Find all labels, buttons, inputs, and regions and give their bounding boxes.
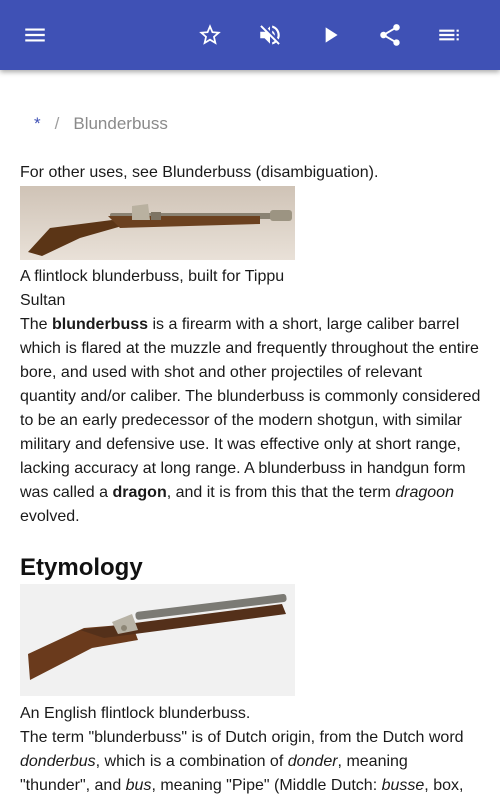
volume-off-icon <box>257 22 283 48</box>
play-button[interactable] <box>308 13 352 57</box>
hatnote[interactable]: For other uses, see Blunderbuss (disambiguation). <box>20 164 379 181</box>
flintlock-blunderbuss-image[interactable] <box>20 186 295 260</box>
menu-button[interactable] <box>13 13 57 57</box>
english-blunderbuss-image[interactable] <box>20 584 295 696</box>
share-button[interactable] <box>368 13 412 57</box>
contents-button[interactable] <box>427 13 471 57</box>
image1-caption: A flintlock blunderbuss, built for Tippu Sultan <box>20 268 285 309</box>
breadcrumb-current: Blunderbuss <box>73 114 168 133</box>
breadcrumb <box>34 114 168 134</box>
star-outline-icon <box>197 22 223 48</box>
etymology-paragraph: The term "blunderbuss" is of Dutch origin, from the Dutch word donderbus, which is a combination of donder, meaning "thunder", and bus, meaning "Pipe" (Middle Dutch: busse, box, <box>20 729 464 794</box>
breadcrumb-home-link[interactable]: * <box>34 114 41 133</box>
etymology-heading: Etymology <box>20 554 143 581</box>
breadcrumb-separator: / <box>54 114 60 133</box>
app-toolbar <box>0 0 500 70</box>
hamburger-menu-icon <box>22 22 48 48</box>
article-body <box>20 161 482 798</box>
intro-paragraph: The blunderbuss is a firearm with a short, large caliber barrel which is flared at the muzzle and frequently throughout the entire bore, and used with shot and other projectiles of relevant quantity and/or caliber. The blunderbuss is commonly considered to be an early predecessor of the modern shotgun, with similar military and defensive use. It was effective only at short range, lacking accuracy at long range. A blunderbuss in handgun form was called a dragon, and it is from this that the term dragoon evolved. <box>20 316 481 525</box>
image2-caption: An English flintlock blunderbuss. <box>20 705 251 722</box>
share-icon <box>377 22 403 48</box>
table-of-contents-icon <box>436 22 462 48</box>
mute-button[interactable] <box>248 13 292 57</box>
play-icon <box>317 22 343 48</box>
favorite-button[interactable] <box>188 13 232 57</box>
